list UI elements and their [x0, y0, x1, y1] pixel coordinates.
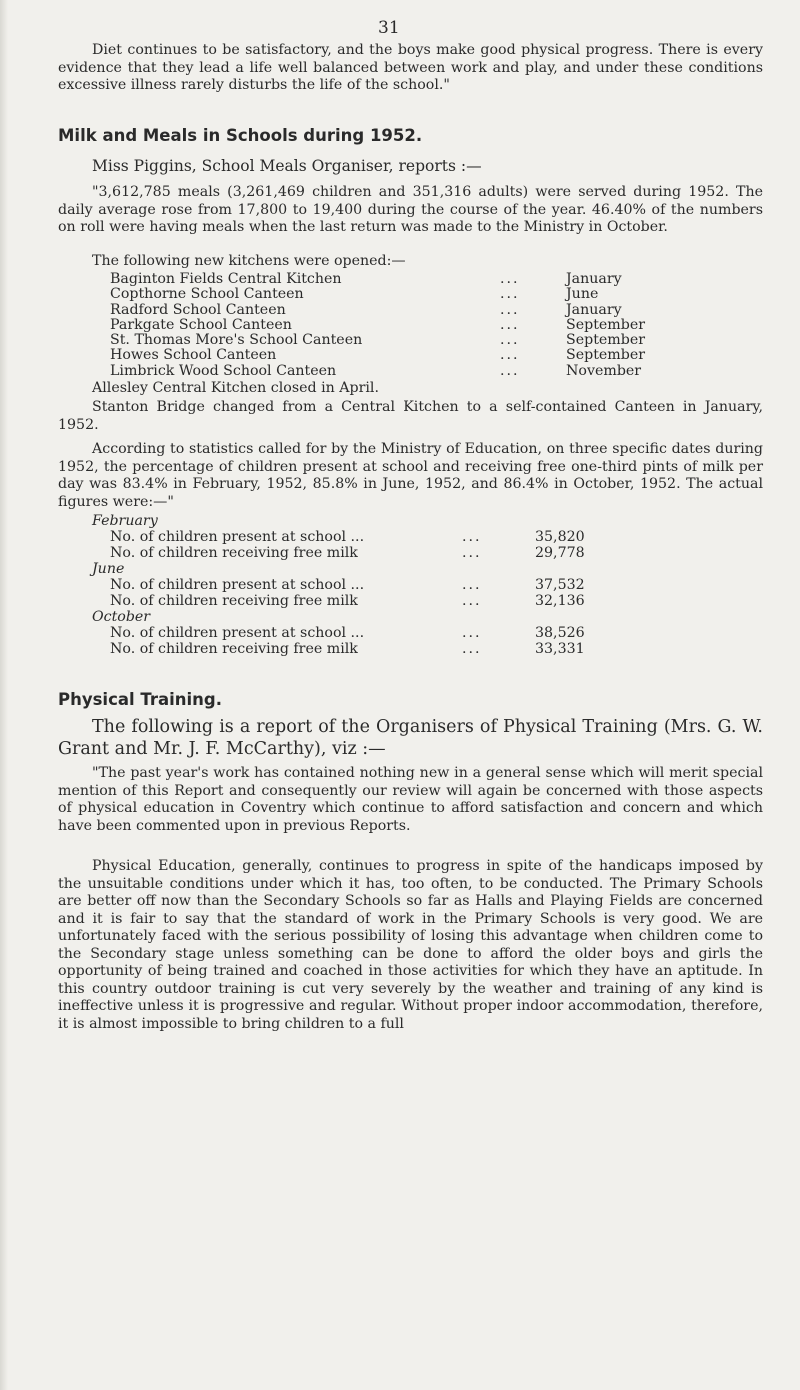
physical-training-paragraph-1: "The past year's work has contained nothing new in a general sense which will merit special mention of this Report and consequently our review will again be concerned with those aspects of physical education in Coventry which continue to afford satisfaction and concern and which have been commented upon in previous Reports.	[58, 765, 763, 834]
stat-label: No. of children present at school ...	[110, 577, 365, 593]
page-number: 31	[378, 18, 400, 38]
leader-dots: ...	[500, 347, 520, 364]
kitchen-name: Copthorne School Canteen	[110, 286, 304, 303]
stat-value: 32,136	[535, 593, 585, 609]
leader-dots: ...	[500, 332, 520, 349]
kitchen-list	[110, 272, 765, 379]
leader-dots: ...	[462, 529, 482, 545]
scan-edge	[0, 0, 8, 1390]
kitchen-name: Radford School Canteen	[110, 301, 286, 318]
meals-paragraph: "3,612,785 meals (3,261,469 children and 351,316 adults) were served during 1952. The daily average rose from 17,800 to 19,400 during the course of the year. 46.40% of the numbers on roll were having meals when the last return was made to the Ministry in October.	[58, 184, 763, 235]
leader-dots: ...	[500, 271, 520, 287]
intro-paragraph: Diet continues to be satisfactory, and the boys make good physical progress. There is every evidence that they lead a life well balanced between work and play, and under these conditions excessive illness rarely disturbs the life of the school."	[58, 42, 763, 93]
stat-label: No. of children present at school ...	[110, 625, 365, 641]
kitchen-month: June	[566, 286, 599, 303]
kitchen-month: January	[566, 301, 622, 318]
leader-dots: ...	[462, 625, 482, 641]
leader-dots: ...	[462, 545, 482, 561]
stat-row	[92, 577, 762, 593]
physical-training-paragraph-2: Physical Education, generally, continues to progress in spite of the handicaps imposed by the unsuitable conditions under which it has, too often, to be conducted. The Primary Schools are better off now than the Secondary Schools so far as Halls and Playing Fields are concerned and it is fair to say that the standard of work in the Primary Schools is very good. We are unfortunately faced with the serious possibility of losing this advantage when children come to the Secondary stage unless something can be done to afford the older boys and girls the opportunity of being trained and coached in those activities for which they have an aptitude. In this country outdoor training is cut very severely by the weather and training of any kind is ineffective unless it is progressive and regular. Without proper indoor accommodation, therefore, it is almost impossible to bring children to a full	[58, 858, 763, 1032]
stat-label: No. of children receiving free milk	[110, 593, 358, 609]
kitchen-name: Parkgate School Canteen	[110, 316, 292, 333]
statistics-paragraph: According to statistics called for by the Ministry of Education, on three specific dates during 1952, the percentage of children present at school and receiving free one-third pints of milk per day was 83.4% in February, 1952, 85.8% in June, 1952, and 86.4% in October, 1952. The actual figures were:—"	[58, 441, 763, 510]
milk-statistics	[92, 513, 762, 657]
stat-row	[92, 593, 762, 609]
kitchen-month: September	[566, 332, 646, 349]
stat-value: 29,778	[535, 545, 585, 561]
kitchen-row	[110, 318, 765, 333]
kitchen-month: January	[566, 271, 622, 287]
kitchen-row	[110, 364, 765, 379]
stat-row	[92, 625, 762, 641]
stat-row	[92, 529, 762, 545]
leader-dots: ...	[500, 301, 520, 318]
stats-month: October	[92, 609, 151, 625]
stat-value: 33,331	[535, 641, 585, 657]
stat-row	[92, 545, 762, 561]
stanton-note: Stanton Bridge changed from a Central Kitchen to a self-contained Canteen in January, 1952.	[58, 399, 763, 433]
stat-row	[92, 641, 762, 657]
leader-dots: ...	[500, 286, 520, 303]
kitchen-row	[110, 303, 765, 318]
leader-dots: ...	[462, 641, 482, 657]
kitchen-name: St. Thomas More's School Canteen	[110, 332, 363, 349]
stats-month: February	[92, 513, 158, 529]
kitchens-intro: The following new kitchens were opened:—	[92, 253, 406, 269]
kitchen-month: September	[566, 316, 646, 333]
allesley-note: Allesley Central Kitchen closed in April.	[92, 380, 379, 396]
stat-value: 35,820	[535, 529, 585, 545]
report-intro: Miss Piggins, School Meals Organiser, reports :—	[92, 157, 482, 175]
kitchen-row	[110, 333, 765, 348]
kitchen-name: Limbrick Wood School Canteen	[110, 362, 337, 379]
physical-training-heading: Physical Training.	[58, 690, 222, 709]
kitchen-month: November	[566, 362, 642, 379]
leader-dots: ...	[462, 593, 482, 609]
leader-dots: ...	[462, 577, 482, 593]
physical-training-intro: The following is a report of the Organisers of Physical Training (Mrs. G. W. Grant and Mr. J. F. McCarthy), viz :—	[58, 717, 763, 759]
stat-label: No. of children receiving free milk	[110, 545, 358, 561]
kitchen-name: Baginton Fields Central Kitchen	[110, 271, 342, 287]
leader-dots: ...	[500, 316, 520, 333]
kitchen-row	[110, 272, 765, 287]
kitchen-name: Howes School Canteen	[110, 347, 277, 364]
kitchen-row	[110, 348, 765, 363]
kitchen-month: September	[566, 347, 646, 364]
stat-value: 38,526	[535, 625, 585, 641]
stats-month: June	[92, 561, 125, 577]
milk-section-heading: Milk and Meals in Schools during 1952.	[58, 126, 423, 145]
stat-label: No. of children present at school ...	[110, 529, 365, 545]
kitchen-row	[110, 287, 765, 302]
stat-label: No. of children receiving free milk	[110, 641, 358, 657]
stat-value: 37,532	[535, 577, 585, 593]
leader-dots: ...	[500, 362, 520, 379]
